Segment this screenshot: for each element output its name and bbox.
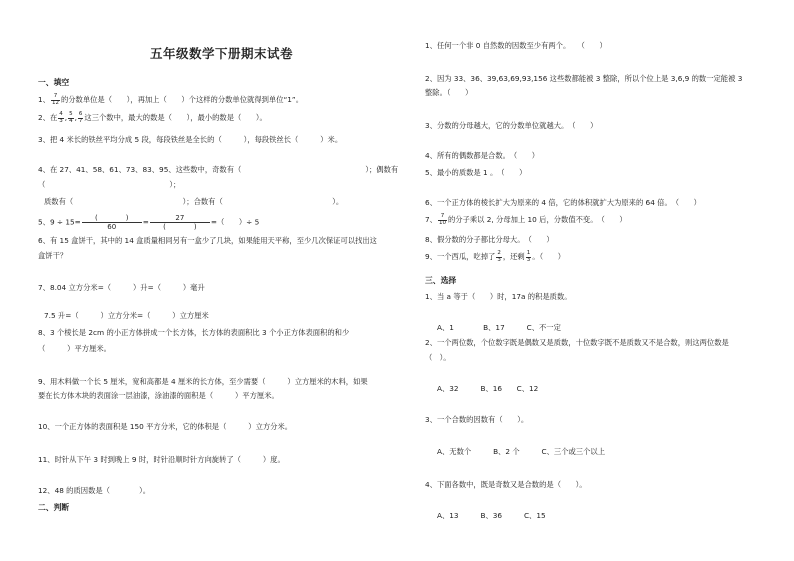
question-3: 3、把 4 米长的铁丝平均分成 5 段，每段铁丝是全长的（ ），每段铁丝长（ ）米。	[38, 135, 343, 144]
question-4-line-1: 4、在 27、41、58、61、73、83、95、这些数中，奇数有（ ）；偶数有	[38, 165, 399, 174]
question-6-line-1: 6、有 15 盒饼干，其中的 14 盒质量相同另有一盒少了几块，如果能用天平称，至少几次保证可以找出这	[38, 236, 377, 245]
question-4-line-3: 质数有（ ）；合数有（ ）。	[44, 197, 344, 206]
judge-9: 9、一个西瓜，吃掉了 $\frac{2}{3}$ ，还剩 $\frac{1}{3}$ 。（ ）	[425, 250, 566, 263]
judge-7: 7、 $\frac{7}{10}$ 的分子乘以 2, 分母加上 10 后，分数值不变。 （ ）	[425, 213, 627, 226]
choice-2-line-1: 2、一个两位数，个位数字既是偶数又是质数，十位数字既不是质数又不是合数，则这两位数是	[425, 338, 729, 347]
judge-2-line-2: 整除。（ ）	[425, 88, 473, 97]
question-2: 2、在 $\frac{4}{3}$ , $\frac{5}{4}$ , $\frac{6}{7}$ 这三个数中，最大的数是（ ），最小的数是（ ）。	[38, 111, 267, 124]
question-7-line-2: 7.5 升=（ ）立方分米=（ ）立方厘米	[44, 311, 209, 320]
question-6-line-2: 盒饼干？	[38, 251, 68, 260]
judge-6: 6、一个正方体的棱长扩大为原来的 4 倍，它的体积就扩大为原来的 64 倍。 （ ）	[425, 198, 701, 207]
choice-3-options: A、无数个 B、2 个 C、三个或三个以上	[437, 447, 605, 456]
page-title: 五年级数学下册期末试卷	[150, 46, 294, 61]
choice-1-options: A、1 B、17 C、不一定	[437, 323, 561, 332]
judge-5: 5、最小的质数是 1 。 （ ）	[425, 168, 527, 177]
question-8-line-2: （ ）平方厘米。	[38, 344, 111, 353]
question-7-line-1: 7、8.04 立方分米=（ ）升=（ ）毫升	[38, 283, 205, 292]
fraction: $\frac{7}{12}$	[51, 93, 59, 106]
choice-2-line-2: （ ）。	[425, 353, 451, 362]
section-choice-heading: 三、选择	[425, 276, 457, 285]
question-1: 1、 $\frac{7}{12}$ 的分数单位是（ ），再加上（ ）个这样的分数单位就得到单位“1”。	[38, 93, 304, 106]
question-10: 10、一个正方体的表面积是 150 平方分米，它的体积是（ ）立方分米。	[38, 422, 293, 431]
question-8-line-1: 8、3 个棱长是 2cm 的小正方体拼成一个长方体，长方体的表面积比 3 个小正方体表面积的和少	[38, 328, 350, 337]
choice-4-options: A、13 B、36 C、15	[437, 511, 546, 520]
question-9-line-1: 9、用木料做一个长 5 厘米，宽和高都是 4 厘米的长方体，至少需要（ ）立方厘米的木料，如果	[38, 377, 368, 386]
choice-2-options: A、32 B、16 C、12	[437, 384, 539, 393]
choice-3: 3、一个合数的因数有（ ）。	[425, 415, 529, 424]
question-11: 11、时针从下午 3 时到晚上 9 时，时针沿顺时针方向旋转了（ ）度。	[38, 455, 285, 464]
judge-1: 1、任何一个非 0 自然数的因数至少有两个。 （ ）	[425, 41, 607, 50]
question-9-line-2: 要在长方体木块的表面涂一层油漆，涂油漆的面积是（ ）平方厘米。	[38, 391, 279, 400]
judge-3: 3、分数的分母越大，它的分数单位就越大。 （ ）	[425, 121, 598, 130]
section-true-false-heading: 二、判断	[38, 503, 70, 512]
section-fill-in-heading: 一、填空	[38, 78, 70, 87]
question-4-line-2: （ ）；	[38, 180, 181, 189]
judge-4: 4、所有的偶数都是合数。 （ ）	[425, 151, 540, 160]
judge-8: 8、假分数的分子都比分母大。 （ ）	[425, 235, 554, 244]
judge-2-line-1: 2、因为 33、36、39,63,69,93,156 这些数都能被 3 整除，所以个位上是 3,6,9 的数一定能被 3	[425, 74, 743, 83]
choice-1: 1、当 a 等于（ ）时，17a 的积是质数。	[425, 292, 572, 301]
question-5: 5、9 ÷ 15= $\frac{( )}{60}$ = $\frac{27}{( )}$ =（ ）÷ 5	[38, 214, 260, 231]
question-12: 12、48 的质因数是（ ）。	[38, 486, 151, 495]
choice-4: 4、下面各数中，既是奇数又是合数的是（ ）。	[425, 480, 587, 489]
